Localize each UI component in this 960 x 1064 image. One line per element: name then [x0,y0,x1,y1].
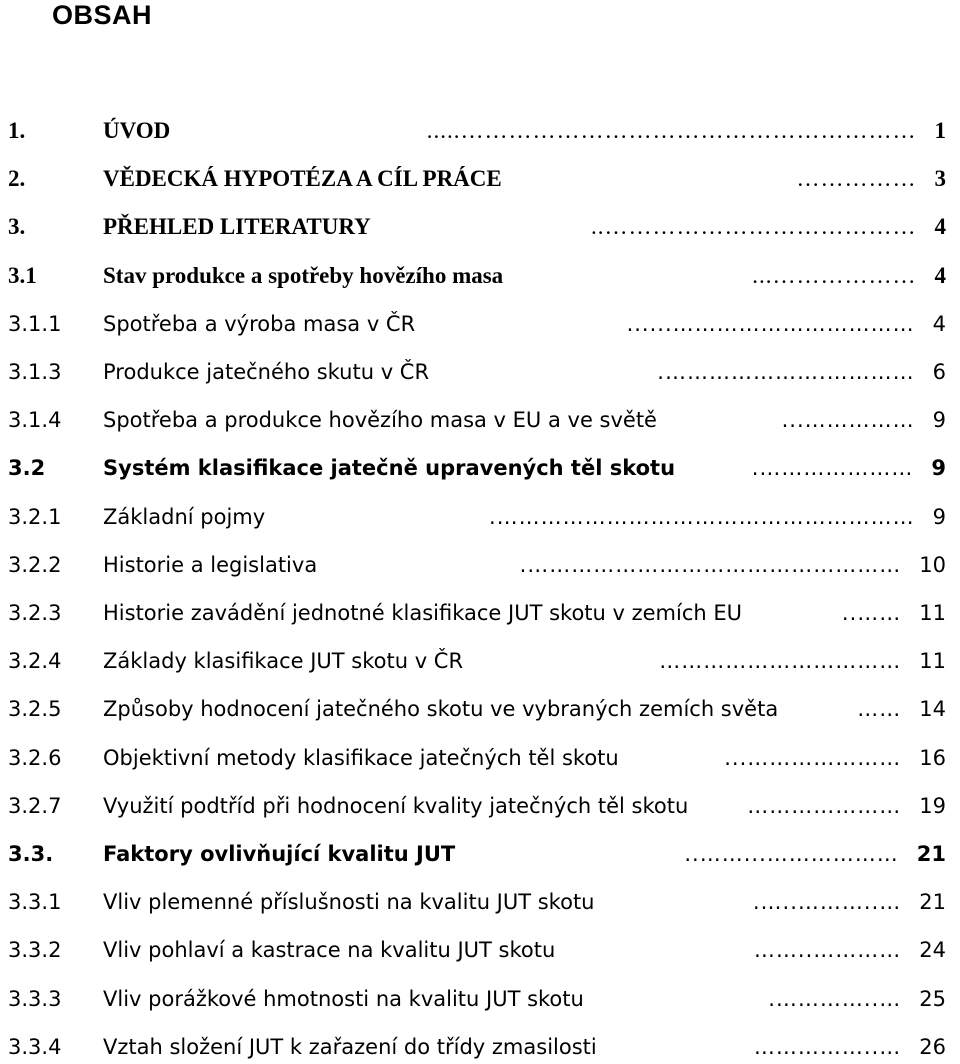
toc-entry [0,644,960,678]
toc-entry-number: 3.2.6 [8,745,62,770]
toc-entry-number: 3.3.2 [8,938,62,963]
toc-entry-leader: …………………………………………………..... [426,118,917,143]
toc-entry-leader: …………… [796,166,917,192]
toc-entry [0,789,960,823]
toc-entry-title: Spotřeba a výroba masa v ČR [103,311,416,336]
toc-entry [0,403,960,437]
toc-entry-number: 3. [8,214,26,240]
toc-entry [0,885,960,919]
toc-entry [0,451,960,485]
toc-entry-page-number: 25 [919,986,946,1011]
toc-entry-number: 3.1.3 [8,360,62,384]
toc-entry-number: 3.1.1 [8,311,62,336]
toc-entry-leader: …………………. [751,456,914,481]
toc-entry-page-number: 26 [919,1034,946,1059]
toc-entry-leader: …..………..…. [752,890,902,915]
toc-entry-title: Historie a legislativa [103,552,318,577]
toc-entry-title: Vliv porážkové hmotnosti na kvalitu JUT skotu [103,986,584,1011]
toc-entry-number: 3.3.1 [8,890,62,915]
toc-entry-leader: …………..…… [753,938,902,963]
toc-entry-leader: …………………………… [659,649,902,674]
toc-entry-title: Stav produkce a spotřeby hovězího masa [103,262,504,288]
page-title: OBSAH [52,0,153,30]
toc-entry-page-number: 11 [919,601,946,625]
toc-entry [0,355,960,389]
toc-entry-title: Systém klasifikace jatečně upravených těl skotu [103,456,676,481]
toc-entry-page-number: 16 [919,745,946,770]
toc-entry-title: Historie zavádění jednotné klasifikace JUT skotu v zemích EU [103,601,743,625]
toc-entry-leader: ……………………………………………. [519,552,902,577]
toc-entry [0,692,960,726]
toc-entry-number: 3.2.7 [8,793,62,818]
toc-entry-number: 2. [8,166,26,192]
toc-entry-title: Vztah složení JUT k zařazení do třídy zmasilosti [103,1034,597,1059]
toc-entry-title: Vliv pohlaví a kastrace na kvalitu JUT skotu [103,938,556,963]
toc-entry [0,933,960,967]
toc-entry-number: 3.1 [8,262,37,288]
toc-entry-title: Spotřeba a produkce hovězího masa v EU a ve světě [103,408,657,433]
toc-entry [0,596,960,630]
toc-entry-leader: ……………... [781,408,915,433]
toc-entry-page-number: 9 [932,408,946,433]
toc-entry-title: PŘEHLED LITERATURY [103,214,371,240]
toc-entry-title: Objektivní metody klasifikace jatečných těl skotu [103,745,619,770]
toc-entry-title: ÚVOD [103,118,171,143]
toc-entry [0,548,960,582]
toc-entry-page-number: 21 [919,890,946,915]
toc-entry-leader: …………………………………………………. [488,504,915,529]
toc-entry-leader: ………………………………….. [591,214,917,240]
toc-entry-page-number: 10 [919,552,946,577]
toc-entry-title: VĚDECKÁ HYPOTÉZA A CÍL PRÁCE [103,166,502,192]
toc-entry-number: 3.2 [8,456,46,481]
toc-entry-number: 3.2.2 [8,552,62,577]
toc-entry-page-number: 11 [919,649,946,674]
toc-entry [0,500,960,534]
toc-entry-leader: …..…………. [768,986,902,1011]
toc-entry-page-number: 1 [934,118,946,143]
toc-entry-page-number: 4 [932,311,946,336]
toc-entry [0,741,960,775]
toc-entry-leader: ………………… [747,793,902,818]
toc-entry-number: 3.3.3 [8,986,62,1011]
toc-entry-page-number: 21 [916,842,946,866]
toc-entry [0,114,960,148]
toc-entry-title: Způsoby hodnocení jatečného skotu ve vybraných zemích světa [103,697,779,722]
toc-entry-title: Využití podtříd při hodnocení kvality jatečných těl skotu [103,793,689,818]
toc-entry-leader: …..…………… [753,1034,902,1059]
toc-entry-title: Základní pojmy [103,504,266,529]
toc-entry-title: Faktory ovlivňující kvalitu JUT [103,842,456,866]
toc-entry [0,1030,960,1064]
toc-entry [0,307,960,341]
toc-entry-leader: ………………...…….. [684,842,899,866]
toc-entry [0,210,960,244]
toc-entry-page-number: 6 [932,360,946,384]
toc-entry-title: Základy klasifikace JUT skotu v ČR [103,649,464,674]
toc-entry-number: 3.2.4 [8,649,62,674]
toc-entry-page-number: 19 [919,793,946,818]
toc-entry-leader: ………….…………………. [657,360,915,384]
toc-entry-page-number: 14 [919,697,946,722]
toc-entry-number: 3.1.4 [8,408,62,433]
toc-entry [0,259,960,293]
toc-entry-page-number: 3 [934,166,946,192]
toc-entry-number: 3.2.5 [8,697,62,722]
toc-entry [0,162,960,196]
toc-entry-title: Vliv plemenné příslušnosti na kvalitu JUT skotu [103,890,595,915]
toc-entry-leader: …… [857,697,902,722]
toc-entry-leader: ……………………………...... [626,311,915,336]
toc-entry-page-number: 4 [934,262,946,288]
toc-entry-number: 3.2.3 [8,601,62,625]
toc-entry-page-number: 9 [931,456,946,481]
toc-entry-number: 1. [8,118,26,143]
toc-entry-page-number: 24 [919,938,946,963]
toc-entry-number: 3.3.4 [8,1034,62,1059]
toc-entry-leader: …………………... [724,745,902,770]
toc-entry-leader: …….. [841,601,902,625]
toc-entry-leader: ………………... [752,262,917,288]
toc-entry-page-number: 9 [932,504,946,529]
toc-entry-number: 3.3. [8,842,54,866]
toc-entry-title: Produkce jatečného skutu v ČR [103,360,430,384]
toc-entry-page-number: 4 [934,214,946,240]
toc-entry [0,837,960,871]
toc-entry [0,982,960,1016]
toc-entry-number: 3.2.1 [8,504,62,529]
